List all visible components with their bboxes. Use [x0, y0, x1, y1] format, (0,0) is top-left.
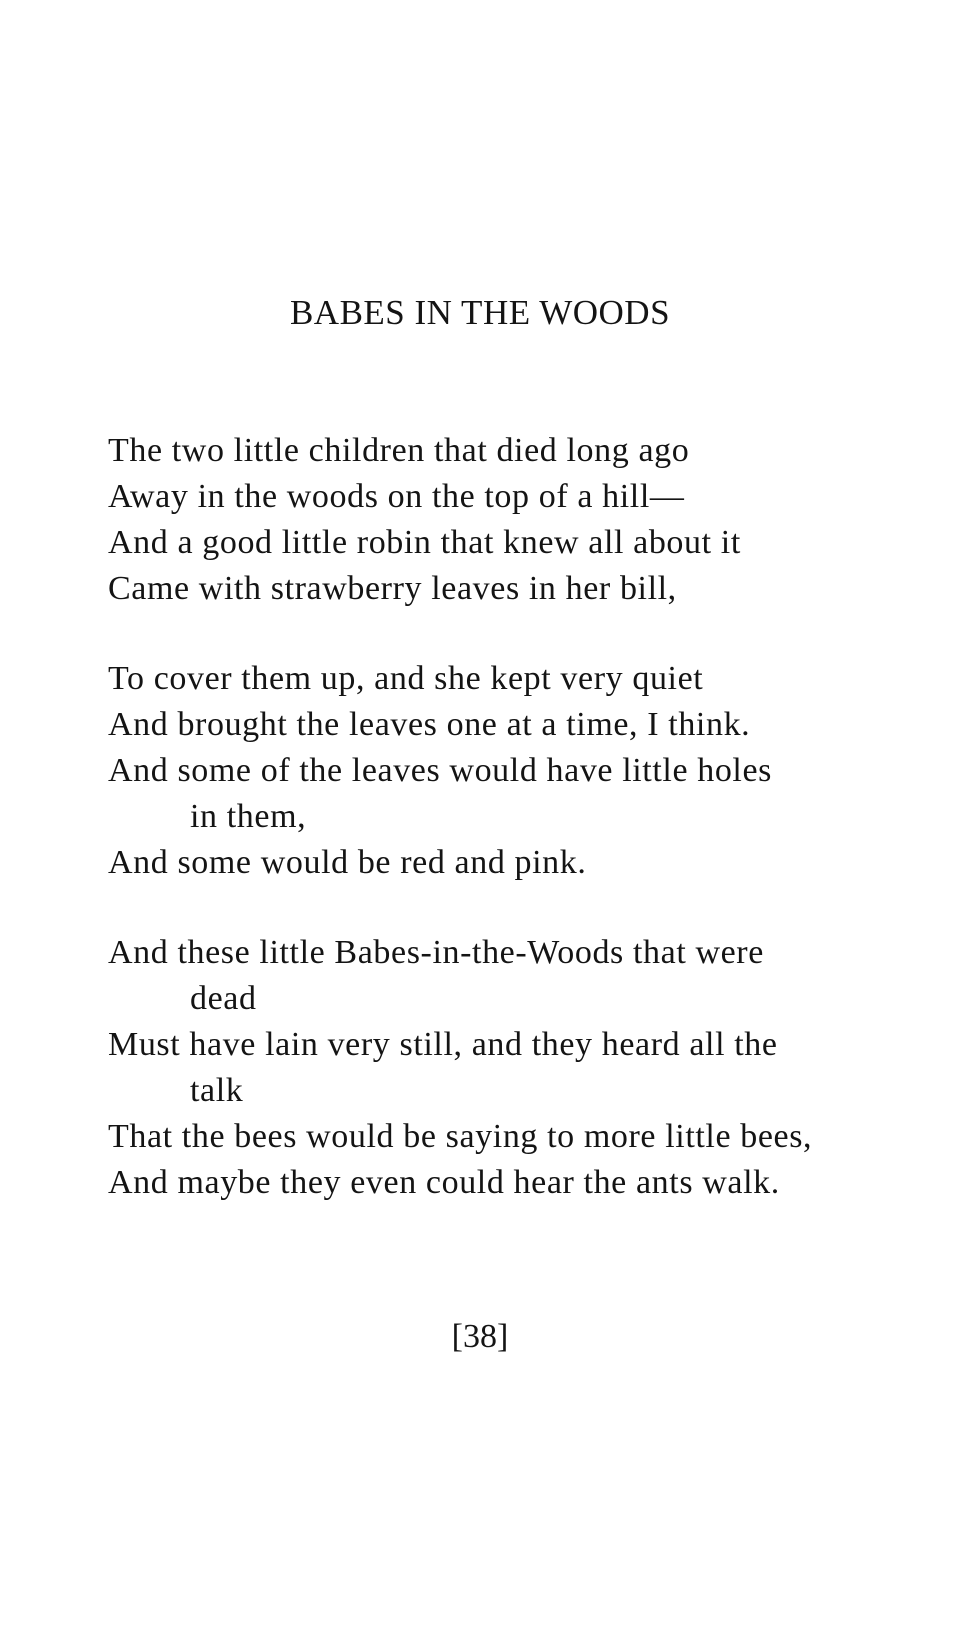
poem-line: And maybe they even could hear the ants walk.	[108, 1164, 780, 1201]
poem-line: Away in the woods on the top of a hill—	[108, 478, 685, 515]
stanza-2	[108, 656, 888, 886]
poem-line: That the bees would be saying to more little bees,	[108, 1118, 813, 1155]
poem-line: And these little Babes-in-the-Woods that were	[108, 934, 764, 971]
poem-title: BABES IN THE WOODS	[289, 293, 671, 332]
poem-line-continuation: dead	[190, 980, 257, 1017]
stanza-1	[108, 428, 888, 612]
poem-line: And brought the leaves one at a time, I think.	[108, 706, 751, 743]
poem-line: To cover them up, and she kept very quiet	[108, 660, 704, 697]
poem-line: And some of the leaves would have little holes	[108, 752, 773, 789]
poem-line: Came with strawberry leaves in her bill,	[108, 570, 677, 607]
poem-body	[108, 428, 888, 1250]
poem-line: Must have lain very still, and they heard all the	[108, 1026, 778, 1063]
page-number: [38]	[451, 1318, 509, 1355]
stanza-3	[108, 930, 888, 1206]
poem-line: And some would be red and pink.	[108, 844, 587, 881]
poem-line-continuation: talk	[190, 1072, 244, 1109]
poem-line-continuation: in them,	[190, 798, 307, 835]
poem-line: And a good little robin that knew all about it	[108, 524, 741, 561]
poem-line: The two little children that died long ago	[108, 432, 690, 469]
